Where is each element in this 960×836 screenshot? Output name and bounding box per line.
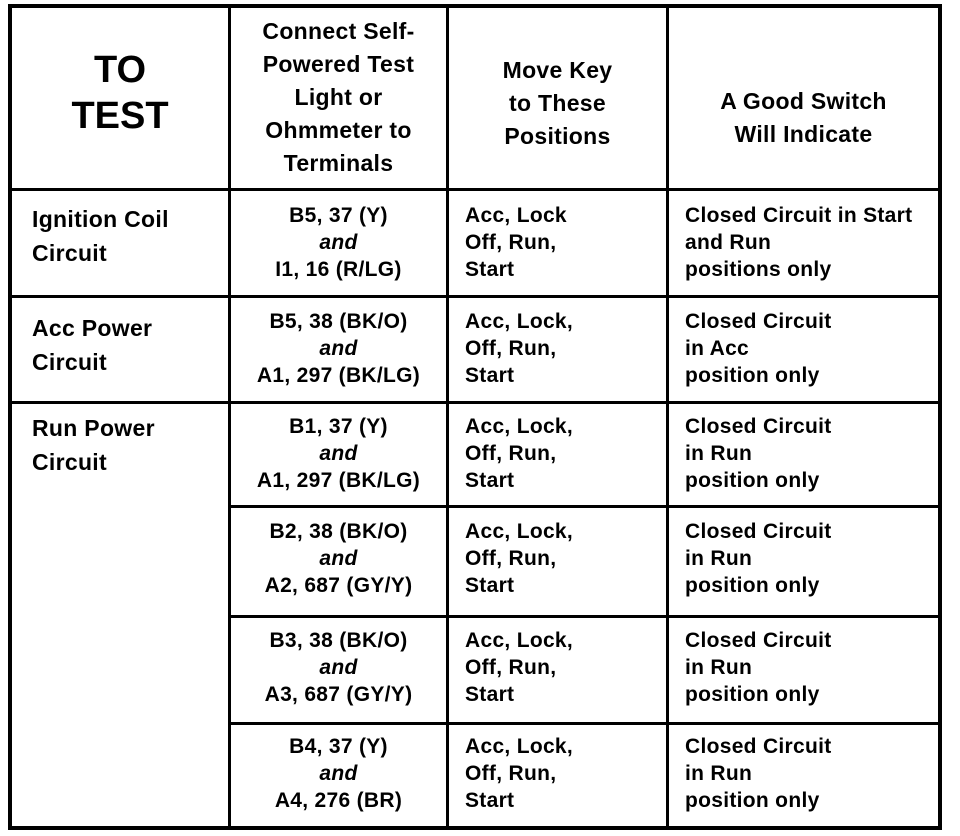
terminals-cell xyxy=(231,413,446,494)
indication-cell xyxy=(669,627,938,708)
position-line: Off, Run, xyxy=(465,337,557,360)
position-line: Acc, Lock, xyxy=(465,735,574,758)
header-connect-line: Ohmmeter to xyxy=(265,116,412,143)
indication-line: position only xyxy=(685,364,820,387)
header-to-test-line: TEST xyxy=(71,95,169,137)
circuit-run-power xyxy=(12,411,228,479)
indication-line: and Run xyxy=(685,231,772,254)
indication-line: Closed Circuit xyxy=(685,310,832,333)
position-line: Acc, Lock, xyxy=(465,520,574,543)
position-line: Start xyxy=(465,258,515,281)
header-good-switch-line: A Good Switch xyxy=(720,88,887,114)
and-text: and xyxy=(319,337,358,360)
indication-cell xyxy=(669,413,938,494)
indication-line: position only xyxy=(685,683,820,706)
row-divider xyxy=(8,295,942,298)
circuit-acc-power xyxy=(12,311,228,379)
circuit-label-line: Circuit xyxy=(32,240,107,266)
positions-cell xyxy=(449,413,666,494)
positions-cell xyxy=(449,518,666,599)
circuit-label-line: Circuit xyxy=(32,349,107,375)
position-line: Off, Run, xyxy=(465,442,557,465)
terminal-a: B5, 37 (Y) xyxy=(289,204,388,227)
position-line: Start xyxy=(465,364,515,387)
indication-line: position only xyxy=(685,789,820,812)
indication-line: in Run xyxy=(685,762,753,785)
terminals-cell xyxy=(231,733,446,814)
row-divider xyxy=(228,505,942,508)
indication-line: in Run xyxy=(685,547,753,570)
position-line: Start xyxy=(465,574,515,597)
indication-line: positions only xyxy=(685,258,832,281)
terminal-b: I1, 16 (R/LG) xyxy=(275,258,402,281)
position-line: Acc, Lock, xyxy=(465,415,574,438)
circuit-label-line: Acc Power xyxy=(32,315,153,341)
terminal-b: A1, 297 (BK/LG) xyxy=(256,469,421,492)
row-divider xyxy=(8,188,942,191)
position-line: Off, Run, xyxy=(465,547,557,570)
header-to-test-line: TO xyxy=(93,49,147,91)
indication-line: in Run xyxy=(685,656,753,679)
indication-cell xyxy=(669,202,938,283)
position-line: Start xyxy=(465,469,515,492)
header-good-switch-line: Will Indicate xyxy=(734,121,873,147)
terminal-b: A3, 687 (GY/Y) xyxy=(264,683,413,706)
indication-line: Closed Circuit in Start xyxy=(685,204,913,227)
header-move-key-line: Positions xyxy=(504,122,611,149)
position-line: Start xyxy=(465,683,515,706)
positions-cell xyxy=(449,308,666,389)
terminal-a: B2, 38 (BK/O) xyxy=(269,520,408,543)
header-connect-line: Connect Self- xyxy=(262,17,415,44)
position-line: Acc, Lock, xyxy=(465,629,574,652)
header-move-key-line: to These xyxy=(509,89,606,116)
and-text: and xyxy=(319,656,358,679)
indication-cell xyxy=(669,733,938,814)
terminals-cell xyxy=(231,627,446,708)
indication-line: in Acc xyxy=(685,337,750,360)
position-line: Acc, Lock xyxy=(465,204,567,227)
terminals-cell xyxy=(231,518,446,599)
and-text: and xyxy=(319,231,358,254)
header-move-key-line: Move Key xyxy=(502,56,613,83)
terminal-a: B5, 38 (BK/O) xyxy=(269,310,408,333)
header-connect-line: Light or xyxy=(294,83,383,110)
indication-cell xyxy=(669,518,938,599)
terminal-a: B1, 37 (Y) xyxy=(289,415,388,438)
and-text: and xyxy=(319,547,358,570)
indication-cell xyxy=(669,308,938,389)
circuit-ignition-coil xyxy=(12,202,228,270)
terminal-a: B4, 37 (Y) xyxy=(289,735,388,758)
indication-line: Closed Circuit xyxy=(685,520,832,543)
circuit-label-line: Ignition Coil xyxy=(32,206,169,232)
header-to-test xyxy=(12,8,228,188)
position-line: Off, Run, xyxy=(465,656,557,679)
position-line: Start xyxy=(465,789,515,812)
terminal-b: A1, 297 (BK/LG) xyxy=(256,364,421,387)
row-divider xyxy=(228,615,942,618)
position-line: Acc, Lock, xyxy=(465,310,574,333)
terminals-cell xyxy=(231,308,446,389)
header-good-switch xyxy=(669,8,938,188)
position-line: Off, Run, xyxy=(465,231,557,254)
circuit-label-line: Run Power xyxy=(32,415,155,441)
row-divider xyxy=(8,401,942,404)
positions-cell xyxy=(449,733,666,814)
and-text: and xyxy=(319,762,358,785)
header-connect xyxy=(231,8,446,188)
terminals-cell xyxy=(231,202,446,283)
circuit-label-line: Circuit xyxy=(32,449,107,475)
header-move-key xyxy=(449,8,666,188)
indication-line: Closed Circuit xyxy=(685,415,832,438)
terminal-b: A4, 276 (BR) xyxy=(274,789,403,812)
position-line: Off, Run, xyxy=(465,762,557,785)
header-connect-line: Powered Test xyxy=(262,50,415,77)
terminal-a: B3, 38 (BK/O) xyxy=(269,629,408,652)
and-text: and xyxy=(319,442,358,465)
positions-cell xyxy=(449,202,666,283)
indication-line: position only xyxy=(685,469,820,492)
header-connect-line: Terminals xyxy=(283,149,394,176)
row-divider xyxy=(228,722,942,725)
terminal-b: A2, 687 (GY/Y) xyxy=(264,574,413,597)
indication-line: position only xyxy=(685,574,820,597)
positions-cell xyxy=(449,627,666,708)
indication-line: Closed Circuit xyxy=(685,629,832,652)
indication-line: Closed Circuit xyxy=(685,735,832,758)
indication-line: in Run xyxy=(685,442,753,465)
